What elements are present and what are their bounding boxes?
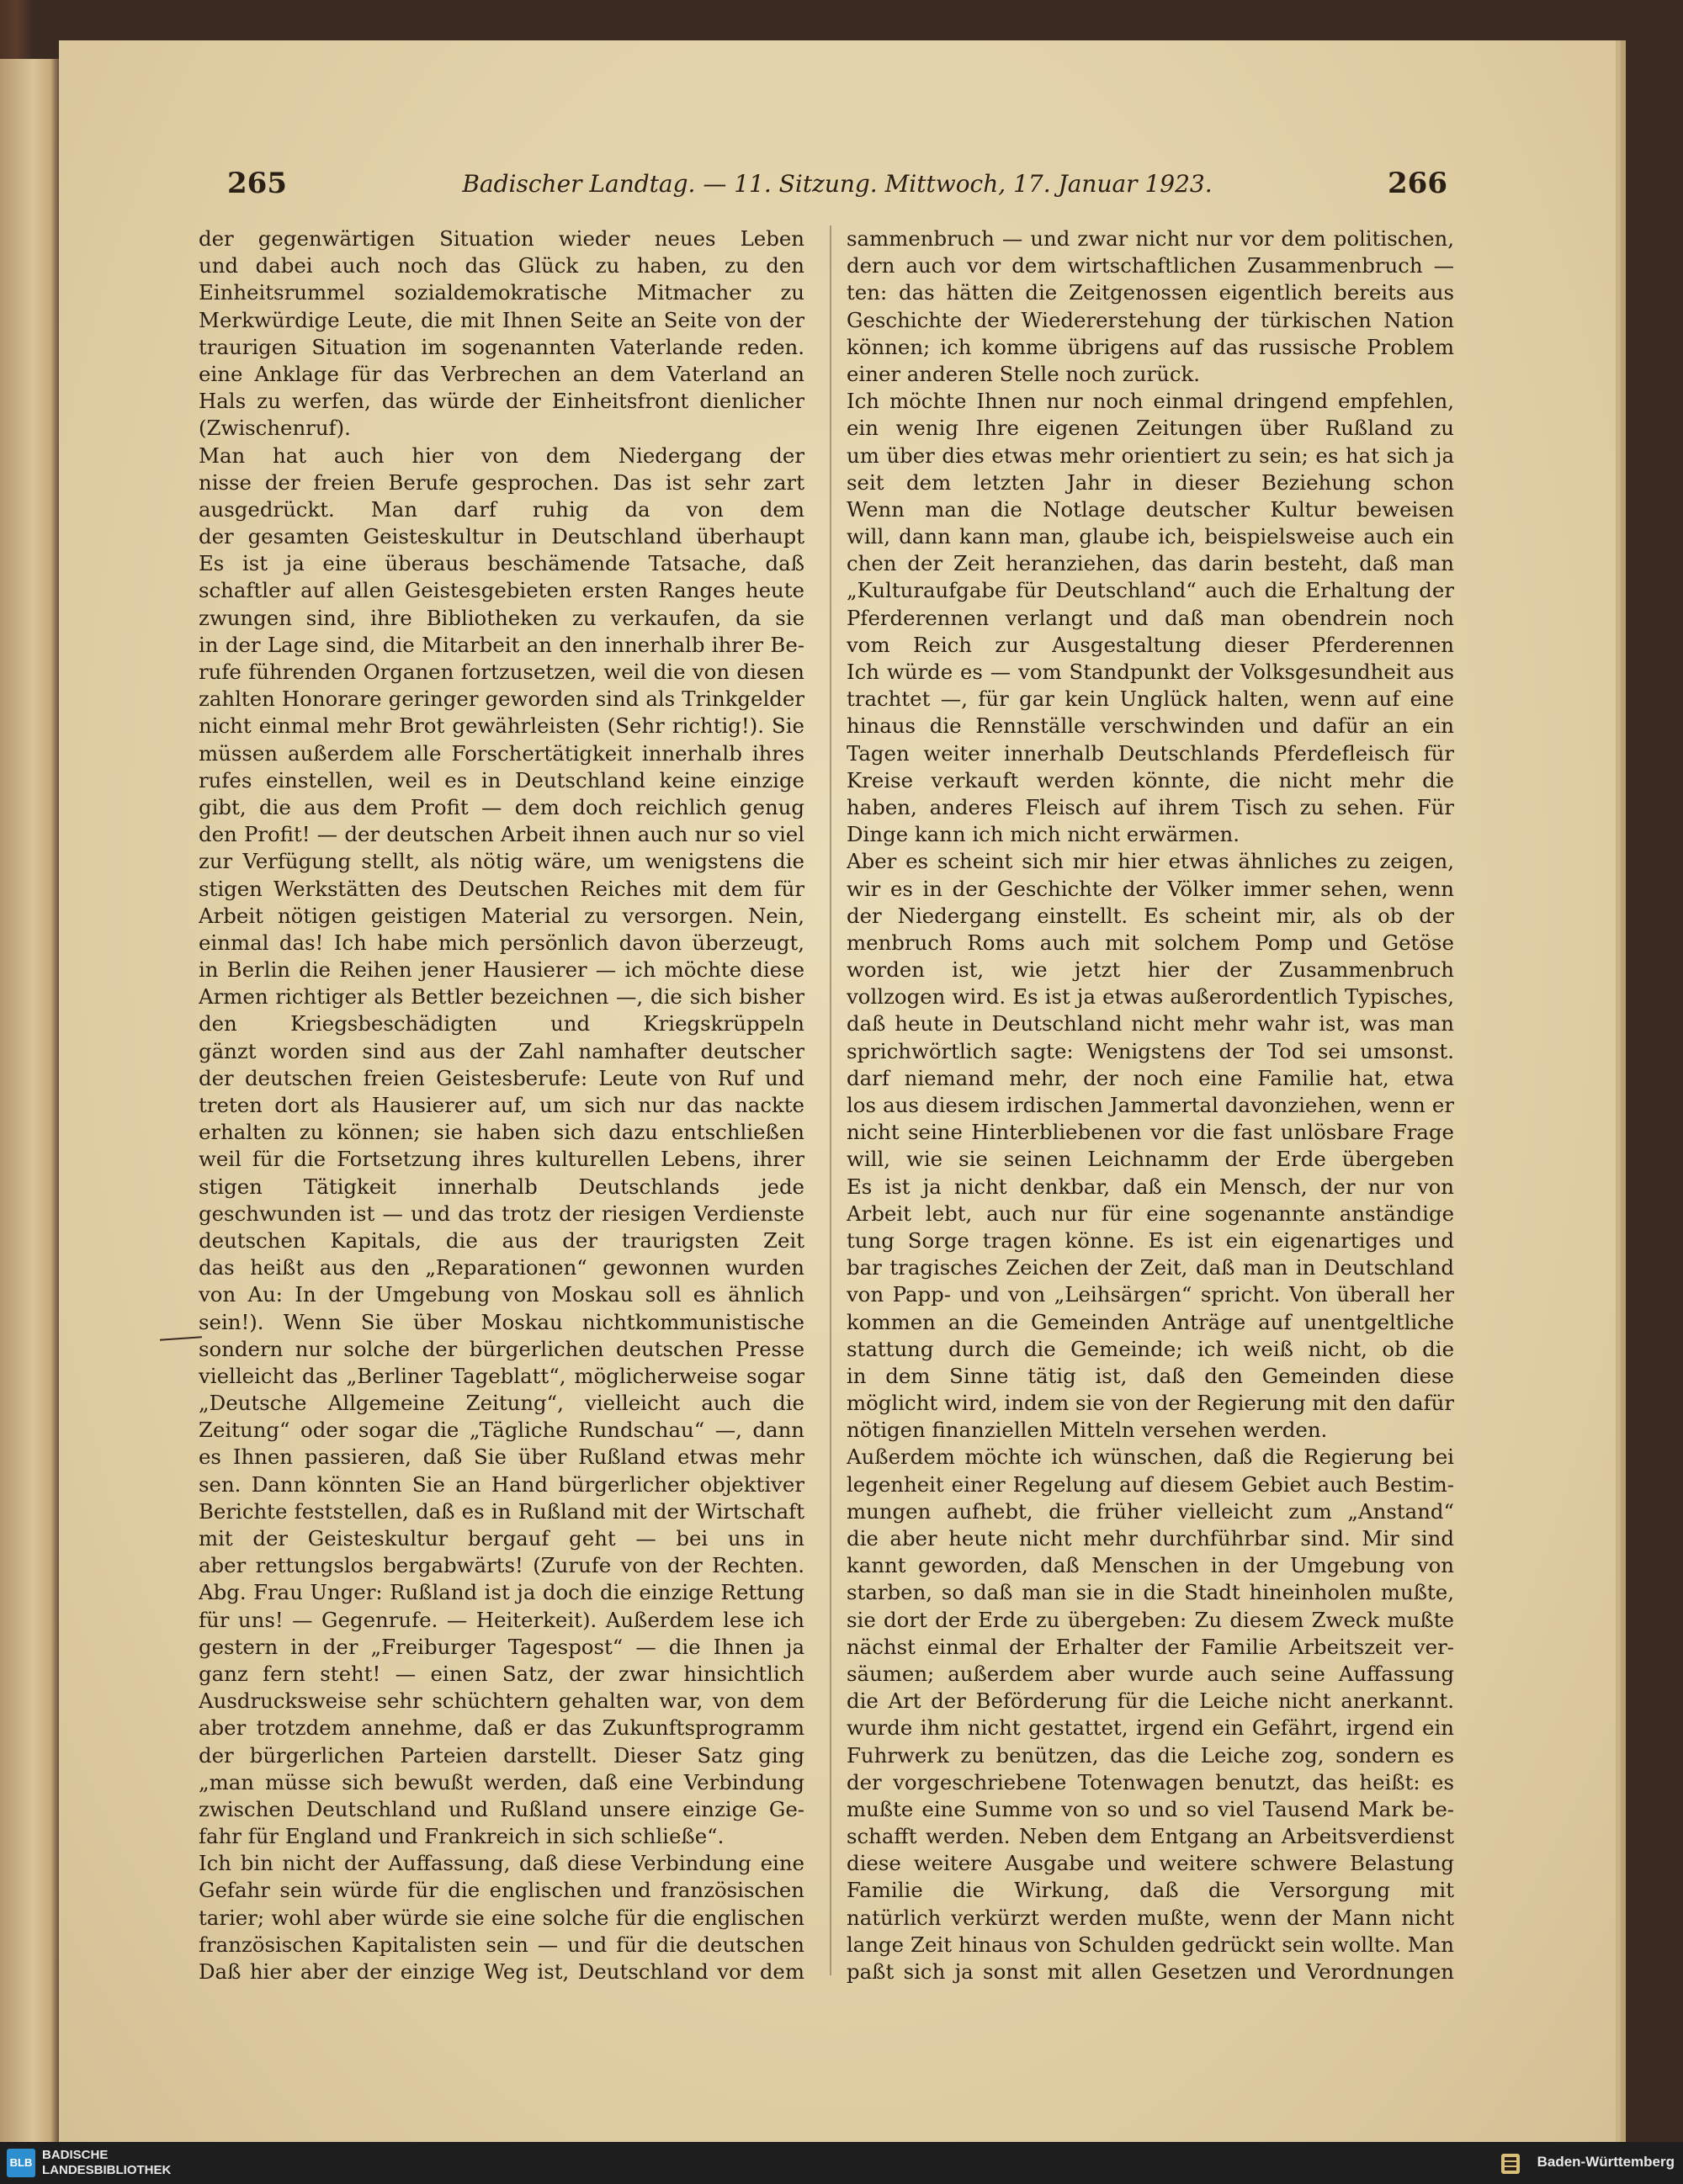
text-line: tung Sorge tragen könne. Es ist ein eigenartiges und <box>847 1227 1454 1253</box>
text-line: zahlten Honorare geringer geworden sind als Trinkgelder <box>199 686 804 712</box>
text-line: „Kulturaufgabe für Deutschland“ auch die Erhaltung der <box>847 578 1454 603</box>
text-line: nicht einmal mehr Brot gewährleisten (Sehr richtig!). Sie <box>199 713 804 739</box>
text-line: nötigen finanziellen Mitteln versehen werden. <box>847 1418 1328 1443</box>
text-line: mußte eine Summe von so und so viel Tausend Mark be- <box>847 1796 1454 1821</box>
text-line: von Papp- und von „Leihsärgen“ spricht. Von überall her <box>847 1282 1454 1307</box>
page-header <box>227 167 1447 209</box>
text-line: paßt sich ja sonst mit allen Gesetzen und Verordnungen <box>847 1959 1454 1984</box>
text-line: treten dort als Hausierer auf, um sich nur das nackte <box>199 1093 804 1117</box>
text-line: trachtet —, für gar kein Unglück halten, wenn auf eine <box>847 686 1454 712</box>
text-line: der vorgeschriebene Totenwagen benutzt, das heißt: es <box>847 1769 1454 1794</box>
text-line: Es ist ja nicht denkbar, daß ein Mensch, der nur von <box>847 1174 1454 1199</box>
text-line: stigen Werkstätten des Deutschen Reiches mit dem für <box>199 876 804 901</box>
text-line: natürlich verkürzt werden mußte, wenn der Mann nicht <box>847 1905 1454 1930</box>
text-line: Ausdrucksweise sehr schüchtern gehalten war, von dem <box>199 1688 804 1714</box>
text-line: sein!). Wenn Sie über Moskau nichtkommunistische <box>199 1309 804 1334</box>
text-line: gibt, die aus dem Profit — dem doch reichlich genug <box>199 794 804 819</box>
text-line: einmal das! Ich habe mich persönlich davon überzeugt, <box>199 930 804 955</box>
text-line: Gefahr sein würde für die englischen und französischen <box>199 1878 804 1903</box>
text-line: in Berlin die Reihen jener Hausierer — ich möchte diese <box>199 957 804 983</box>
text-line: seit dem letzten Jahr in dieser Beziehung schon <box>847 469 1454 495</box>
text-line: sondern nur solche der bürgerlichen deutschen Presse <box>199 1336 804 1361</box>
text-line: (Zwischenruf). <box>199 416 351 441</box>
text-line: deutschen Kapitals, die aus der traurigsten Zeit <box>199 1227 804 1253</box>
text-line: mungen aufhebt, die früher vielleicht zum „Anstand“ <box>847 1498 1454 1524</box>
text-line: zwungen sind, ihre Bibliotheken zu verkaufen, da sie <box>199 605 804 630</box>
text-line: Man hat auch hier von dem Niedergang der <box>199 443 804 468</box>
text-line: zur Verfügung stellt, als nötig wäre, um wenigstens die <box>199 849 804 874</box>
text-line: ein wenig Ihre eigenen Zeitungen über Rußland zu <box>847 416 1454 441</box>
text-line: ausgedrückt. Man darf ruhig da von dem <box>199 496 804 522</box>
text-line: möglicht wird, indem sie von der Regierung mit den dafür <box>847 1391 1454 1416</box>
text-line: den Kriegsbeschädigten und Kriegskrüppeln <box>199 1011 804 1036</box>
text-line: chen der Zeit heranziehen, das darin besteht, daß man <box>847 551 1454 576</box>
text-line: sprichwörtlich sagte: Wenigstens der Tod sei umsonst. <box>847 1038 1454 1063</box>
text-line: Dinge kann ich mich nicht erwärmen. <box>847 822 1240 847</box>
text-line: stattung durch die Gemeinde; ich weiß nicht, ob die <box>847 1336 1454 1361</box>
text-line: rufe führenden Organen fortzusetzen, weil die von diesen <box>199 660 804 684</box>
text-line: starben, so daß man sie in die Stadt hineinholen mußte, <box>847 1580 1454 1605</box>
text-line: Einheitsrummel sozialdemokratische Mitmacher zu <box>199 280 804 305</box>
text-line: Kreise verkauft werden könnte, die nicht mehr die <box>847 767 1454 792</box>
text-line: geschwunden ist — und das trotz der riesigen Verdienste <box>199 1201 804 1226</box>
library-name-line2: LANDESBIBLIOTHEK <box>42 2163 172 2177</box>
text-line: aber rettungslos bergabwärts! (Zurufe von der Rechten. <box>199 1553 804 1578</box>
text-line: kannt geworden, daß Menschen in der Umgebung von <box>847 1553 1454 1578</box>
text-line: sen. Dann könnten Sie an Hand bürgerlicher objektiver <box>199 1471 804 1497</box>
text-line: schaftler auf allen Geistesgebieten ersten Ranges heute <box>199 578 804 603</box>
right-text-column <box>847 225 1454 1985</box>
text-line: zwischen Deutschland und Rußland unsere einzige Ge- <box>199 1796 804 1821</box>
text-line: die aber heute nicht mehr durchführbar sind. Mir sind <box>847 1526 1454 1551</box>
text-line: um über dies etwas mehr orientiert zu sein; es hat sich ja <box>847 443 1454 468</box>
text-line: kommen an die Gemeinden Anträge auf unentgeltliche <box>847 1309 1454 1334</box>
text-line: Geschichte der Wiedererstehung der türkischen Nation <box>847 307 1454 332</box>
text-line: nisse der freien Berufe gesprochen. Das ist sehr zart <box>199 469 804 495</box>
text-line: wurde ihm nicht gestattet, irgend ein Gefährt, irgend ein <box>847 1715 1454 1741</box>
text-line: das heißt aus den „Reparationen“ gewonnen wurden <box>199 1255 804 1280</box>
state-name: Baden-Württemberg <box>1537 2154 1675 2170</box>
text-line: von Au: In der Umgebung von Moskau soll es ähnlich <box>199 1282 804 1307</box>
page-number-right: 266 <box>1388 167 1447 200</box>
text-line: tarier; wohl aber würde sie eine solche für die englischen <box>199 1905 804 1930</box>
text-line: vollzogen wird. Es ist ja etwas außerordentlich Typisches, <box>847 984 1454 1010</box>
text-line: Fuhrwerk zu benützen, das die Leiche zog, sondern es <box>847 1742 1454 1768</box>
text-line: vom Reich zur Ausgestaltung dieser Pferderennen <box>847 632 1454 657</box>
page-number-left: 265 <box>227 167 287 200</box>
text-line: nächst einmal der Erhalter der Familie Arbeitszeit ver- <box>847 1634 1454 1659</box>
text-line: sie dort der Erde zu übergeben: Zu diesem Zweck mußte <box>847 1607 1454 1632</box>
text-line: Zeitung“ oder sogar die „Tägliche Rundschau“ —, dann <box>199 1418 804 1443</box>
blb-logo: BLB <box>7 2149 35 2177</box>
text-line: Ich bin nicht der Auffassung, daß diese Verbindung eine <box>199 1851 804 1876</box>
text-line: fahr für England und Frankreich in sich schließe“. <box>199 1824 725 1849</box>
left-text-column <box>199 225 804 1985</box>
text-line: ganz fern steht! — einen Satz, der zwar hinsichtlich <box>199 1661 804 1686</box>
text-line: dern auch vor dem wirtschaftlichen Zusammenbruch — <box>847 253 1454 278</box>
library-name-line1: BADISCHE <box>42 2148 109 2162</box>
text-line: Merkwürdige Leute, die mit Ihnen Seite an Seite von der <box>199 307 804 332</box>
running-title: Badischer Landtag. — 11. Sitzung. Mittwoch, 17. Januar 1923. <box>462 170 1213 198</box>
text-line: daß heute in Deutschland nicht mehr wahr ist, was man <box>847 1011 1454 1036</box>
text-line: säumen; außerdem aber wurde auch seine Auffassung <box>847 1661 1454 1686</box>
text-line: Hals zu werfen, das würde der Einheitsfront dienlicher <box>199 389 804 414</box>
text-line: bar tragisches Zeichen der Zeit, daß man in Deutschland <box>847 1255 1454 1280</box>
text-line: rufes einstellen, weil es in Deutschland keine einzige <box>199 767 804 792</box>
text-line: für uns! — Gegenrufe. — Heiterkeit). Außerdem lese ich <box>199 1607 804 1632</box>
text-line: Arbeit nötigen geistigen Material zu versorgen. Nein, <box>199 903 804 928</box>
text-line: los aus diesem irdischen Jammertal davonziehen, wenn er <box>847 1093 1454 1117</box>
text-line: müssen außerdem alle Forschertätigkeit innerhalb ihres <box>199 740 804 766</box>
text-line: in dem Sinne tätig ist, daß den Gemeinden diese <box>847 1363 1454 1388</box>
text-line: Abg. Frau Unger: Rußland ist ja doch die einzige Rettung <box>199 1580 804 1605</box>
text-line: menbruch Roms auch mit solchem Pomp und Getöse <box>847 930 1454 955</box>
text-line: sammenbruch — und zwar nicht nur vor dem politischen, <box>847 226 1454 251</box>
text-line: Berichte feststellen, daß es in Rußland mit der Wirtschaft <box>199 1498 804 1524</box>
left-page-edge <box>0 59 59 2142</box>
text-line: will, wie sie seinen Leichnamm der Erde übergeben <box>847 1147 1454 1172</box>
library-name <box>42 2148 171 2178</box>
text-line: schafft werden. Neben dem Entgang an Arbeitsverdienst <box>847 1824 1454 1849</box>
text-line: den Profit! — der deutschen Arbeit ihnen auch nur so viel <box>199 822 804 847</box>
text-line: darf niemand mehr, der noch eine Familie hat, etwa <box>847 1065 1454 1090</box>
text-line: aber trotzdem annehme, daß er das Zukunftsprogramm <box>199 1715 804 1741</box>
text-line: eine Anklage für das Verbrechen an dem Vaterland an <box>199 361 804 386</box>
text-line: der bürgerlichen Parteien darstellt. Dieser Satz ging <box>199 1742 804 1768</box>
text-line: will, dann kann man, glaube ich, beispielsweise auch ein <box>847 524 1454 549</box>
text-line: die Art der Beförderung für die Leiche nicht anerkannt. <box>847 1688 1454 1714</box>
text-line: erhalten zu können; sie haben sich dazu entschließen <box>199 1120 804 1145</box>
text-line: wir es in der Geschichte der Völker immer sehen, wenn <box>847 876 1454 901</box>
text-line: worden ist, wie jetzt hier der Zusammenbruch <box>847 957 1454 983</box>
text-line: vielleicht das „Berliner Tageblatt“, möglicherweise sogar <box>199 1363 804 1388</box>
text-line: gänzt worden sind aus der Zahl namhafter deutscher <box>199 1038 804 1063</box>
text-line: Familie die Wirkung, daß die Versorgung mit <box>847 1878 1454 1903</box>
text-line: weil für die Fortsetzung ihres kulturellen Lebens, ihrer <box>199 1147 804 1172</box>
text-line: der gegenwärtigen Situation wieder neues Leben <box>199 226 804 251</box>
text-line: ten: das hätten die Zeitgenossen eigentlich bereits aus <box>847 280 1454 305</box>
text-line: haben, anderes Fleisch auf ihrem Tisch zu sehen. Für <box>847 794 1454 819</box>
text-line: Außerdem möchte ich wünschen, daß die Regierung bei <box>847 1445 1454 1470</box>
footer-bar <box>0 2142 1683 2184</box>
text-line: Daß hier aber der einzige Weg ist, Deutschland vor dem <box>199 1959 804 1984</box>
text-line: Pferderennen verlangt und daß man obendrein noch <box>847 605 1454 630</box>
text-line: einer anderen Stelle noch zurück. <box>847 361 1201 386</box>
column-divider <box>830 225 831 1975</box>
text-line: Tagen weiter innerhalb Deutschlands Pferdefleisch für <box>847 740 1454 766</box>
text-line: und dabei auch noch das Glück zu haben, zu den <box>199 253 804 278</box>
text-line: Armen richtiger als Bettler bezeichnen —, die sich bisher <box>199 984 804 1010</box>
text-line: Wenn man die Notlage deutscher Kultur beweisen <box>847 496 1454 522</box>
text-line: können; ich komme übrigens auf das russische Problem <box>847 334 1454 359</box>
text-line: traurigen Situation im sogenannten Vaterlande reden. <box>199 334 804 359</box>
text-line: Es ist ja eine überaus beschämende Tatsache, daß <box>199 551 804 576</box>
text-line: „man müsse sich bewußt werden, daß eine Verbindung <box>199 1769 804 1794</box>
text-line: Ich möchte Ihnen nur noch einmal dringend empfehlen, <box>847 389 1454 414</box>
text-line: in der Lage sind, die Mitarbeit an den innerhalb ihrer Be- <box>199 632 804 657</box>
text-line: Ich würde es — vom Standpunkt der Volksgesundheit aus <box>847 660 1454 684</box>
text-line: gestern in der „Freiburger Tagespost“ — die Ihnen ja <box>199 1634 804 1659</box>
state-crest-icon <box>1498 2150 1523 2176</box>
text-line: mit der Geisteskultur bergauf geht — bei uns in <box>199 1526 804 1551</box>
text-line: Arbeit lebt, auch nur für eine sogenannte anständige <box>847 1201 1454 1226</box>
text-line: der deutschen freien Geistesberufe: Leute von Ruf und <box>199 1065 804 1090</box>
text-line: der gesamten Geisteskultur in Deutschland überhaupt <box>199 524 804 549</box>
text-line: nicht seine Hinterbliebenen vor die fast unlösbare Frage <box>847 1120 1454 1145</box>
text-line: es Ihnen passieren, daß Sie über Rußland etwas mehr <box>199 1445 804 1470</box>
text-line: diese weitere Ausgabe und weitere schwere Belastung <box>847 1851 1454 1876</box>
text-line: hinaus die Rennställe verschwinden und dafür an ein <box>847 713 1454 739</box>
text-line: „Deutsche Allgemeine Zeitung“, vielleicht auch die <box>199 1391 804 1416</box>
text-line: Aber es scheint sich mir hier etwas ähnliches zu zeigen, <box>847 849 1454 874</box>
text-line: der Niedergang einstellt. Es scheint mir, als ob der <box>847 903 1454 928</box>
text-line: französischen Kapitalisten sein — und für die deutschen <box>199 1932 804 1957</box>
text-line: stigen Tätigkeit innerhalb Deutschlands jede <box>199 1174 804 1199</box>
text-line: lange Zeit hinaus von Schulden gedrückt sein wollte. Man <box>847 1932 1454 1957</box>
text-line: legenheit einer Regelung auf diesem Gebiet auch Bestim- <box>847 1471 1454 1497</box>
